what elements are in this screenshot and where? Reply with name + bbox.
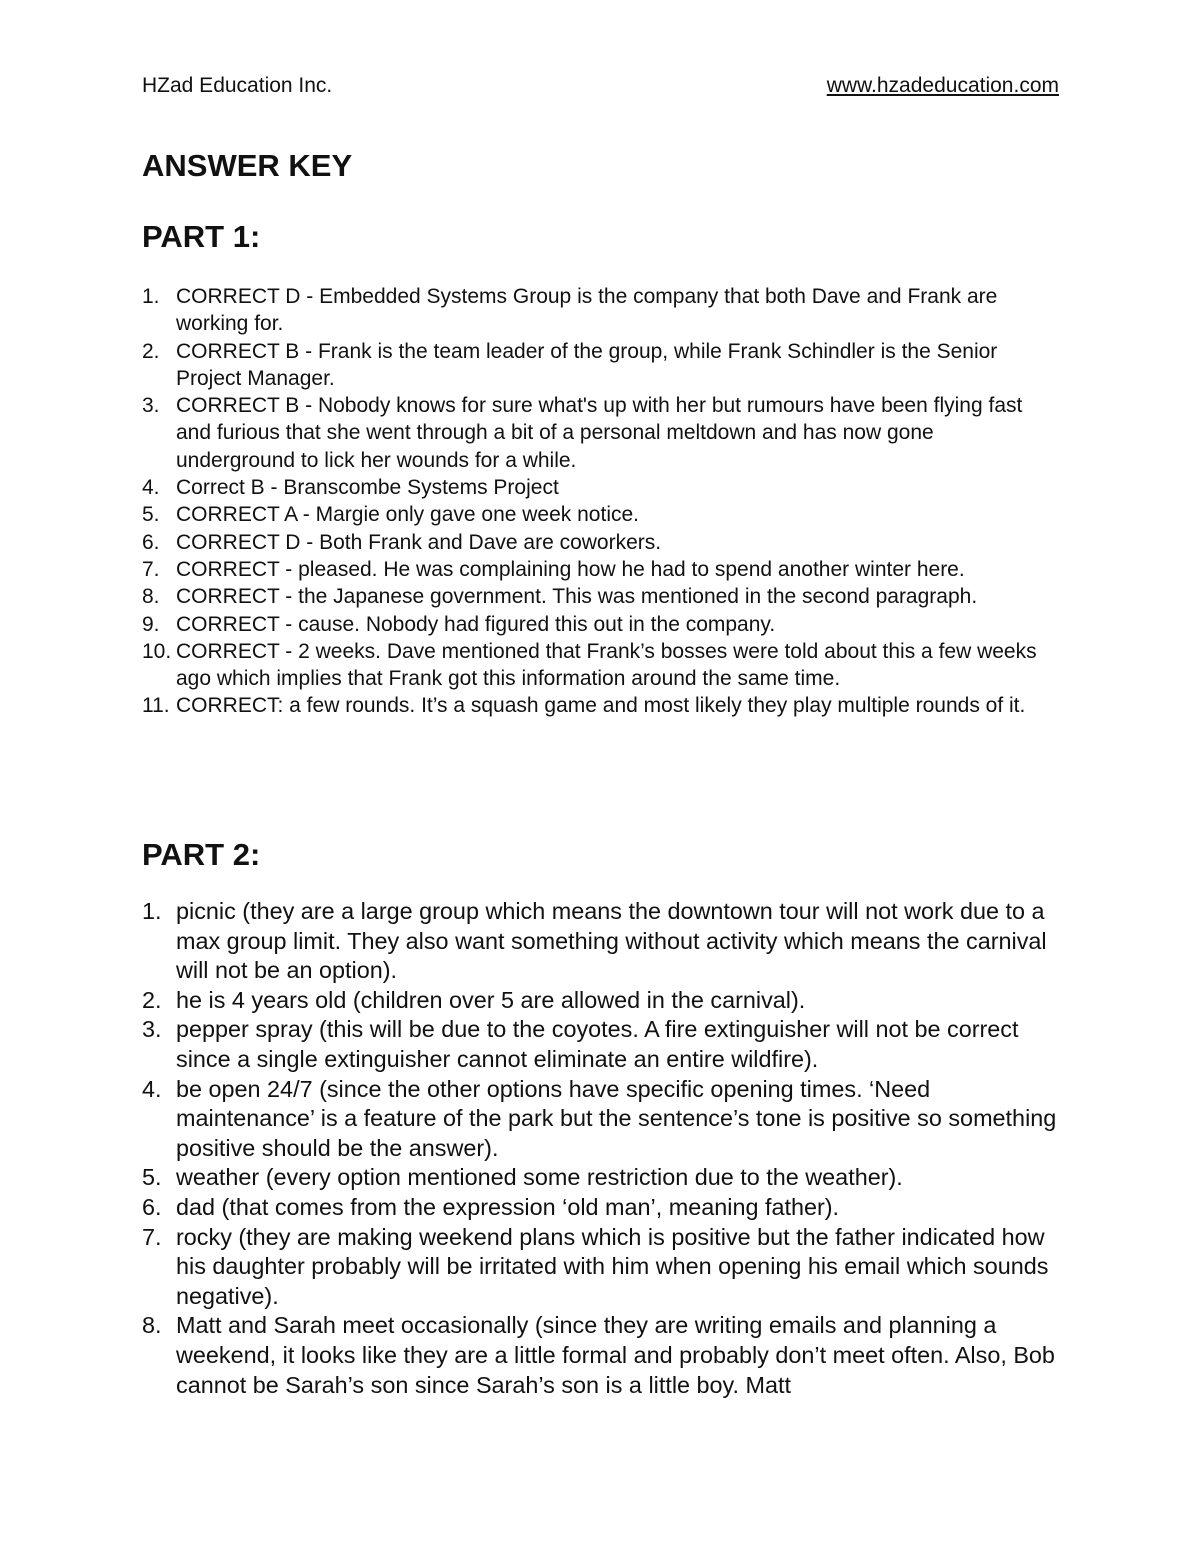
list-item — [142, 1311, 1062, 1400]
item-text: CORRECT - 2 weeks. Dave mentioned that Frank’s bosses were told about this a few weeks ago which implies that Frank got this information around the same time. — [176, 639, 1037, 691]
item-number: 4. — [142, 476, 160, 500]
item-text: CORRECT - the Japanese government. This was mentioned in the second paragraph. — [176, 585, 978, 609]
item-number: 6. — [142, 1193, 162, 1220]
part1-answer-list — [142, 283, 1042, 720]
item-number: 5. — [142, 503, 160, 527]
item-number: 1. — [142, 898, 162, 924]
item-text: CORRECT D - Embedded Systems Group is the company that both Dave and Frank are working for. — [176, 285, 998, 336]
item-text: Matt and Sarah meet occasionally (since they are writing emails and planning a weekend, it looks like they are a little formal and probably don’t meet often. Also, Bob cannot be Sarah’s son since Sarah’s son is a little boy. Matt — [176, 1312, 1055, 1398]
list-item — [142, 1193, 1062, 1223]
item-number: 6. — [142, 530, 160, 554]
item-text: CORRECT - pleased. He was complaining how he had to spend another winter here. — [176, 557, 965, 581]
item-number: 10. — [142, 639, 172, 663]
part2-heading: PART 2: — [142, 837, 261, 872]
page-title: ANSWER KEY — [142, 148, 353, 183]
list-item — [142, 338, 1042, 393]
list-item — [142, 1015, 1062, 1074]
item-number: 11. — [142, 694, 170, 718]
item-number: 1. — [142, 285, 160, 308]
list-item — [142, 283, 1042, 338]
item-text: picnic (they are a large group which means the downtown tour will not work due to a max group limit. They also want something without activity which means the carnival will not be an option). — [176, 898, 1047, 984]
item-number: 4. — [142, 1075, 162, 1102]
item-number: 3. — [142, 1016, 162, 1043]
list-item — [142, 474, 1042, 501]
list-item — [142, 583, 1042, 610]
list-item — [142, 692, 1042, 719]
item-text: Correct B - Branscombe Systems Project — [176, 476, 559, 500]
item-number: 5. — [142, 1164, 162, 1191]
list-item — [142, 897, 1062, 986]
list-item — [142, 1075, 1062, 1164]
part2-answer-list — [142, 897, 1062, 1400]
item-text: pepper spray (this will be due to the coyotes. A fire extinguisher will not be correct since a single extinguisher cannot eliminate an entire wildfire). — [176, 1016, 1019, 1072]
item-text: dad (that comes from the expression ‘old man’, meaning father). — [176, 1193, 840, 1220]
list-item — [142, 1223, 1062, 1312]
item-number: 7. — [142, 557, 160, 581]
list-item — [142, 1163, 1062, 1193]
item-text: CORRECT A - Margie only gave one week notice. — [176, 503, 639, 527]
item-text: be open 24/7 (since the other options have specific opening times. ‘Need maintenance’ is a feature of the park but the sentence’s tone is positive so something positive should be the answer). — [176, 1075, 1057, 1161]
item-number: 8. — [142, 585, 160, 609]
list-item — [142, 529, 1042, 556]
header-company: HZad Education Inc. — [142, 74, 333, 97]
item-text: CORRECT B - Nobody knows for sure what's up with her but rumours have been flying fast and furious that she went through a bit of a personal meltdown and has now gone underground to lick her wounds for a while. — [176, 394, 1023, 472]
list-item — [142, 556, 1042, 583]
item-text: he is 4 years old (children over 5 are allowed in the carnival). — [176, 986, 806, 1013]
item-text: rocky (they are making weekend plans which is positive but the father indicated how his daughter probably will be irritated with him when opening his email which sounds negative). — [176, 1223, 1049, 1309]
part1-heading: PART 1: — [142, 219, 261, 254]
item-text: CORRECT B - Frank is the team leader of the group, while Frank Schindler is the Senior Project Manager. — [176, 339, 998, 390]
list-item — [142, 611, 1042, 638]
list-item — [142, 501, 1042, 528]
list-item — [142, 392, 1042, 474]
item-number: 8. — [142, 1312, 162, 1339]
item-text: CORRECT: a few rounds. It’s a squash game and most likely they play multiple rounds of it. — [176, 694, 1026, 718]
item-text: CORRECT D - Both Frank and Dave are coworkers. — [176, 530, 662, 554]
list-item — [142, 986, 1062, 1016]
item-number: 2. — [142, 339, 160, 363]
item-text: CORRECT - cause. Nobody had figured this out in the company. — [176, 612, 776, 636]
item-number: 7. — [142, 1223, 162, 1250]
list-item — [142, 638, 1042, 693]
item-text: weather (every option mentioned some restriction due to the weather). — [176, 1164, 903, 1191]
item-number: 9. — [142, 612, 160, 636]
item-number: 3. — [142, 394, 160, 418]
item-number: 2. — [142, 986, 162, 1013]
header-website-link[interactable]: www.hzadeducation.com — [826, 74, 1059, 97]
